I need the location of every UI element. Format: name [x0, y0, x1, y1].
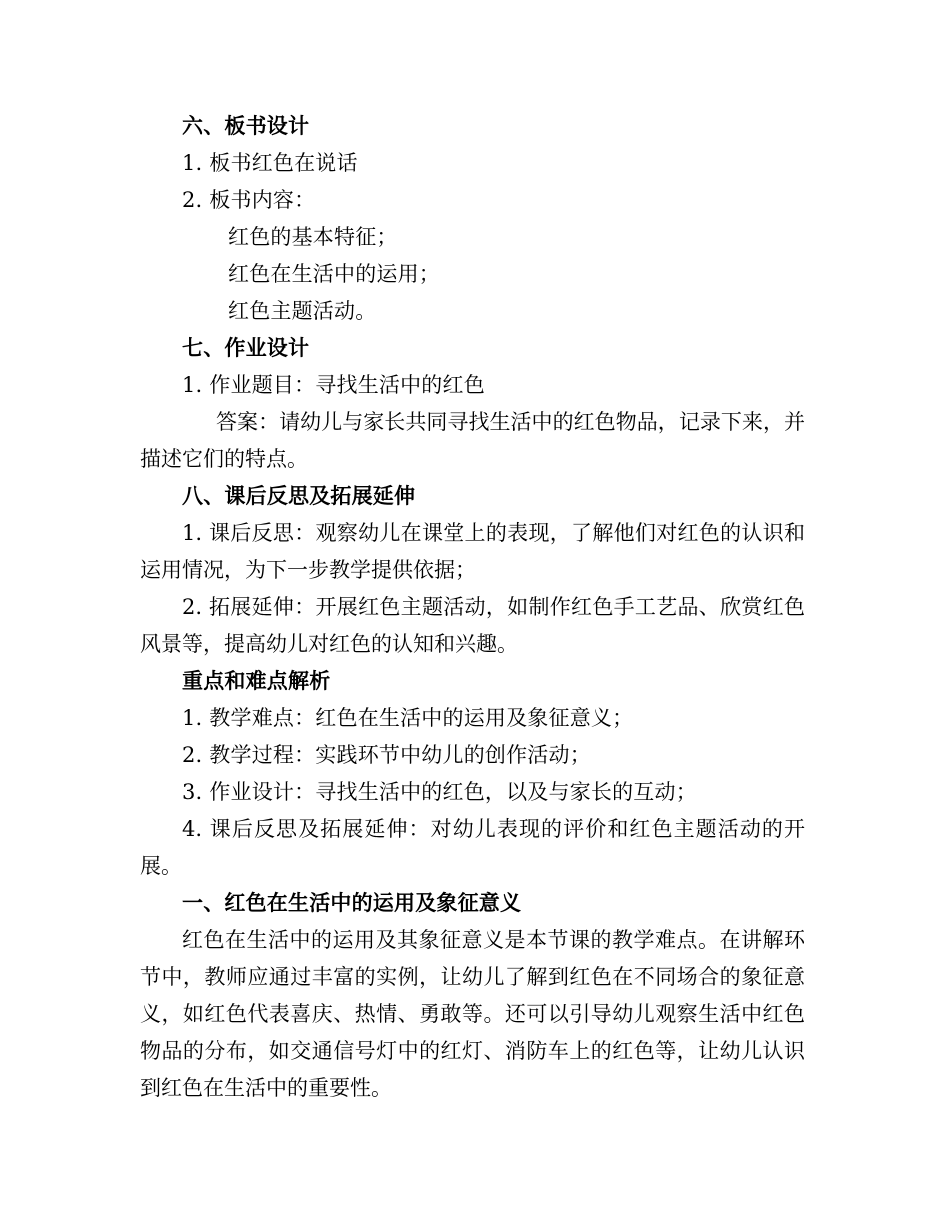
section-8-item-2: 2. 拓展延伸：开展红色主题活动，如制作红色手工艺品、欣赏红色风景等，提高幼儿对红色的认知和兴趣。: [140, 595, 805, 656]
section-7-answer: 答案：请幼儿与家长共同寻找生活中的红色物品，记录下来，并描述它们的特点。: [140, 410, 805, 471]
section-7-heading: 七、作业设计: [182, 336, 310, 360]
section-6-subitem-2: 红色在生活中的运用；: [228, 262, 440, 286]
key-points-item-1: 1. 教学难点：红色在生活中的运用及象征意义；: [182, 706, 634, 730]
section-6-item-1: 1. 板书红色在说话: [182, 151, 358, 175]
key-points-item-4: 4. 课后反思及拓展延伸：对幼儿表现的评价和红色主题活动的开展。: [140, 817, 805, 878]
key-points-item-3: 3. 作业设计：寻找生活中的红色，以及与家长的互动；: [182, 780, 697, 804]
part-1-paragraph: 红色在生活中的运用及其象征意义是本节课的教学难点。在讲解环节中，教师应通过丰富的实例，让幼儿了解到红色在不同场合的象征意义，如红色代表喜庆、热情、勇敢等。还可以引导幼儿观察生活中红色物品的分布，如交通信号灯中的红灯、消防车上的红色等，让幼儿认识到红色在生活中的重要性。: [140, 928, 805, 1100]
part-1-heading: 一、红色在生活中的运用及象征意义: [182, 891, 522, 915]
section-8-heading: 八、课后反思及拓展延伸: [182, 484, 416, 508]
section-6-subitem-3: 红色主题活动。: [228, 299, 377, 323]
section-6-subitem-1: 红色的基本特征；: [228, 225, 398, 249]
key-points-heading: 重点和难点解析: [182, 669, 331, 693]
section-7-item-1: 1. 作业题目：寻找生活中的红色: [182, 373, 485, 397]
key-points-item-2: 2. 教学过程：实践环节中幼儿的创作活动；: [182, 743, 591, 767]
section-6-heading: 六、板书设计: [182, 114, 310, 138]
section-6-item-2: 2. 板书内容：: [182, 188, 316, 212]
section-8-item-1: 1. 课后反思：观察幼儿在课堂上的表现，了解他们对红色的认识和运用情况，为下一步教学提供依据；: [140, 521, 805, 582]
document-body: [140, 108, 805, 1107]
